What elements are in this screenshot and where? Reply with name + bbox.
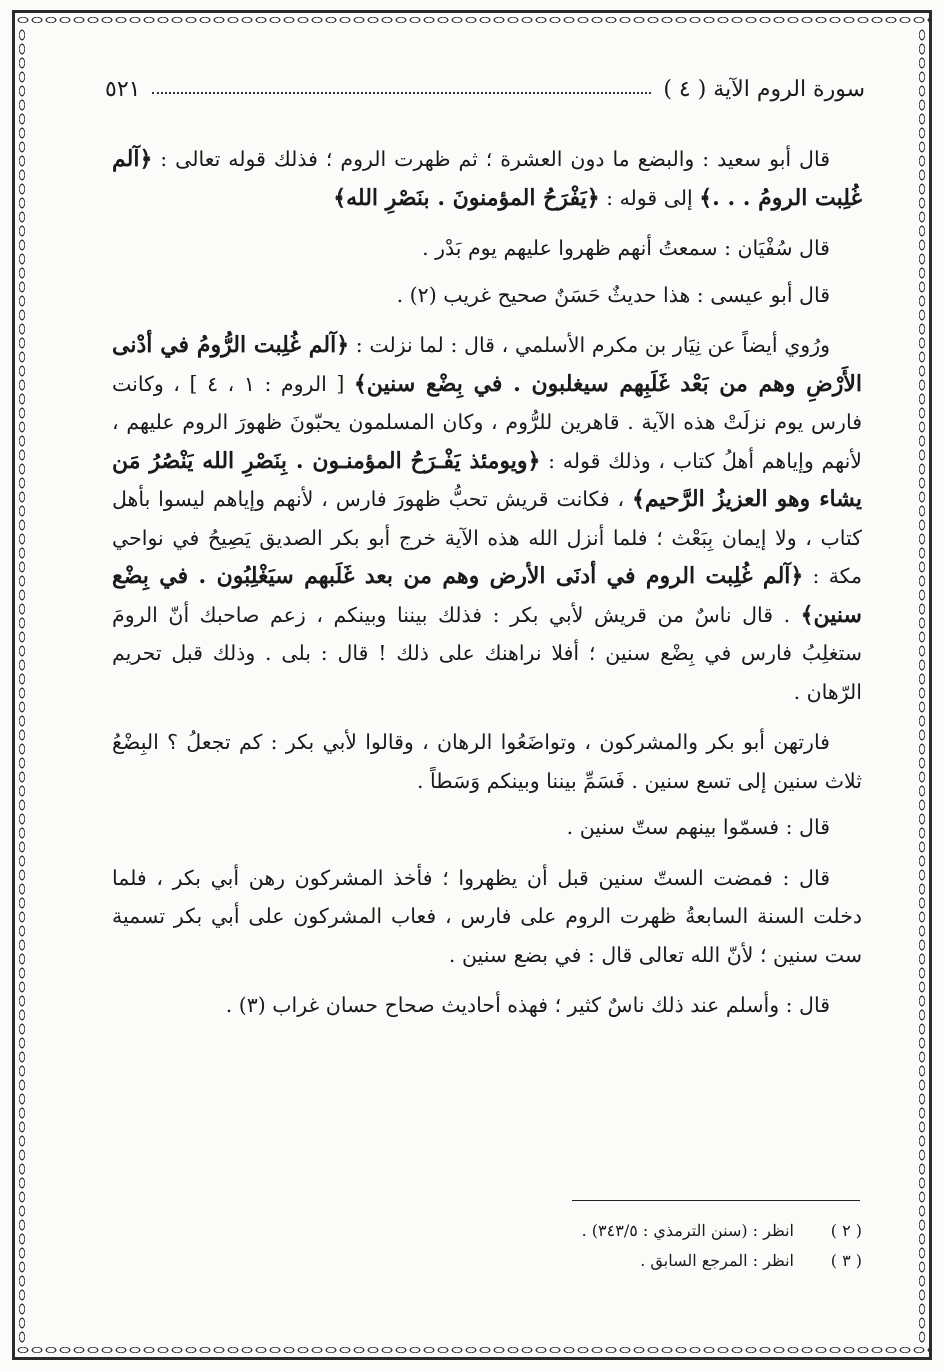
text-run: قال : فسمّوا بينهم ستّ سنين . — [566, 815, 830, 839]
decorative-chain-right — [915, 27, 929, 1343]
decorative-chain-top — [15, 13, 929, 27]
quran-quote: ﴿آلم غُلِبت الرُّومُ في أدْنى الأَرْضِ وهم من بَعْد غَلَبِهم سيغلبون . في بِضْع سنين﴾ — [112, 332, 862, 397]
paragraph — [112, 859, 862, 975]
paragraph — [112, 326, 862, 711]
quran-quote: ﴿آلم غُلِبت الروم في أدنَى الأرض وهم من بعد غَلَبهم سيَغْلِبُون . في بِضْع سنين﴾ — [112, 563, 862, 628]
footnote-number: ( ٢ ) — [830, 1221, 862, 1240]
paragraph — [112, 808, 862, 847]
text-run: إلى قوله : — [599, 185, 700, 210]
running-title: سورة الروم الآية ( ٤ ) — [663, 76, 865, 102]
footnote-number: ( ٣ ) — [830, 1251, 862, 1270]
text-run: ورُوي أيضاً عن نِيَار بن مكرم الأسلمي ، قال : لما نزلت : — [349, 333, 830, 357]
decorative-chain-left — [15, 27, 29, 1343]
footnote-text: انظر : (سنن الترمذي : ٣٤٣/٥) . — [581, 1221, 794, 1240]
text-run: [ الروم : ١ ، ٤ ] ، وكانت فارس يوم نزلَتْ هذه الآية . قاهرين للرُّوم ، وكان المسلمون يحبّونَ ظهورَ الروم عليهم ، لأنهم وإياهم أهلُ كتاب ، وذلك قوله : — [112, 371, 862, 473]
quran-quote: ﴿ويومئذ يَفْـرَحُ المؤمنـون . بِنَصْرِ الله يَنْصُرُ مَن يشاء وهو العزيزُ الرَّحيم﴾ — [112, 447, 862, 512]
quran-quote: ﴿آلم غُلِبت الرومُ . . .﴾ — [112, 146, 862, 211]
footnote-separator — [572, 1200, 860, 1201]
page-number: ٥٢١ — [105, 76, 141, 102]
quran-quote: ﴿يَفْرَحُ المؤمنونَ . بنَصْرِ الله﴾ — [333, 184, 600, 211]
text-run: قال أبو سعيد : والبضع ما دون العشرة ؛ ثم ظهرت الروم ؛ فذلك قوله تعالى : — [152, 147, 830, 171]
paragraph — [112, 276, 862, 315]
header-dot-leader — [152, 92, 651, 94]
paragraph — [112, 986, 862, 1025]
text-run: قال : وأسلم عند ذلك ناسٌ كثير ؛ فهذه أحاديث صحاح حسان غراب (٣) . — [225, 993, 830, 1017]
footnote — [112, 1216, 862, 1246]
footnote-text: انظر : المرجع السابق . — [640, 1251, 794, 1270]
paragraph — [112, 723, 862, 800]
text-run: . قال ناسٌ من قريش لأبي بكر : فذلك بيننا وبينكم ، زعم صاحبك أنّ الرومَ ستغلِبُ فارس في بِضْع سنين ؛ أفلا نراهنك على ذلك ! قال : بلى . وذلك قبل تحريم الرّهان . — [112, 602, 862, 704]
text-run: قال أبو عيسى : هذا حديثٌ حَسَنٌ صحيح غريب (٢) . — [396, 282, 830, 307]
main-text — [112, 140, 862, 1037]
decorative-chain-bottom — [15, 1343, 929, 1357]
footnotes — [112, 1216, 862, 1276]
page-header — [105, 72, 865, 106]
footnote — [112, 1246, 862, 1276]
paragraph — [112, 229, 862, 268]
text-run: ، فكانت قريش تحبُّ ظهورَ فارس ، لأنهم وإياهم ليسوا بأهل كتاب ، ولا إيمان بِبَعْث ؛ فلما أنزل الله هذه الآية خرج أبو بكر الصديق يَصِيحُ في نواحي مكة : — [112, 487, 862, 588]
text-run: فارتهن أبو بكر والمشركون ، وتواضَعُوا الرهان ، وقالوا لأبي بكر : كم تجعلُ ؟ البِضْعُ ثلاث سنين إلى تسع سنين . فَسَمِّ بيننا وبينكم وَسَطاً . — [112, 730, 862, 793]
text-run: قال : فمضت الستّ سنين قبل أن يظهروا ؛ فأخذ المشركون رهن أبي بكر ، فلما دخلت السنة السابعةُ ظهرت الروم على فارس ، فعاب المشركون على أبي بكر تسمية ست سنين ؛ لأنّ الله تعالى قال : في بضع سنين . — [112, 865, 862, 967]
text-run: قال سُفْيَان : سمعتُ أنهم ظهروا عليهم يوم بَدْر . — [422, 236, 830, 260]
paragraph — [112, 140, 862, 217]
